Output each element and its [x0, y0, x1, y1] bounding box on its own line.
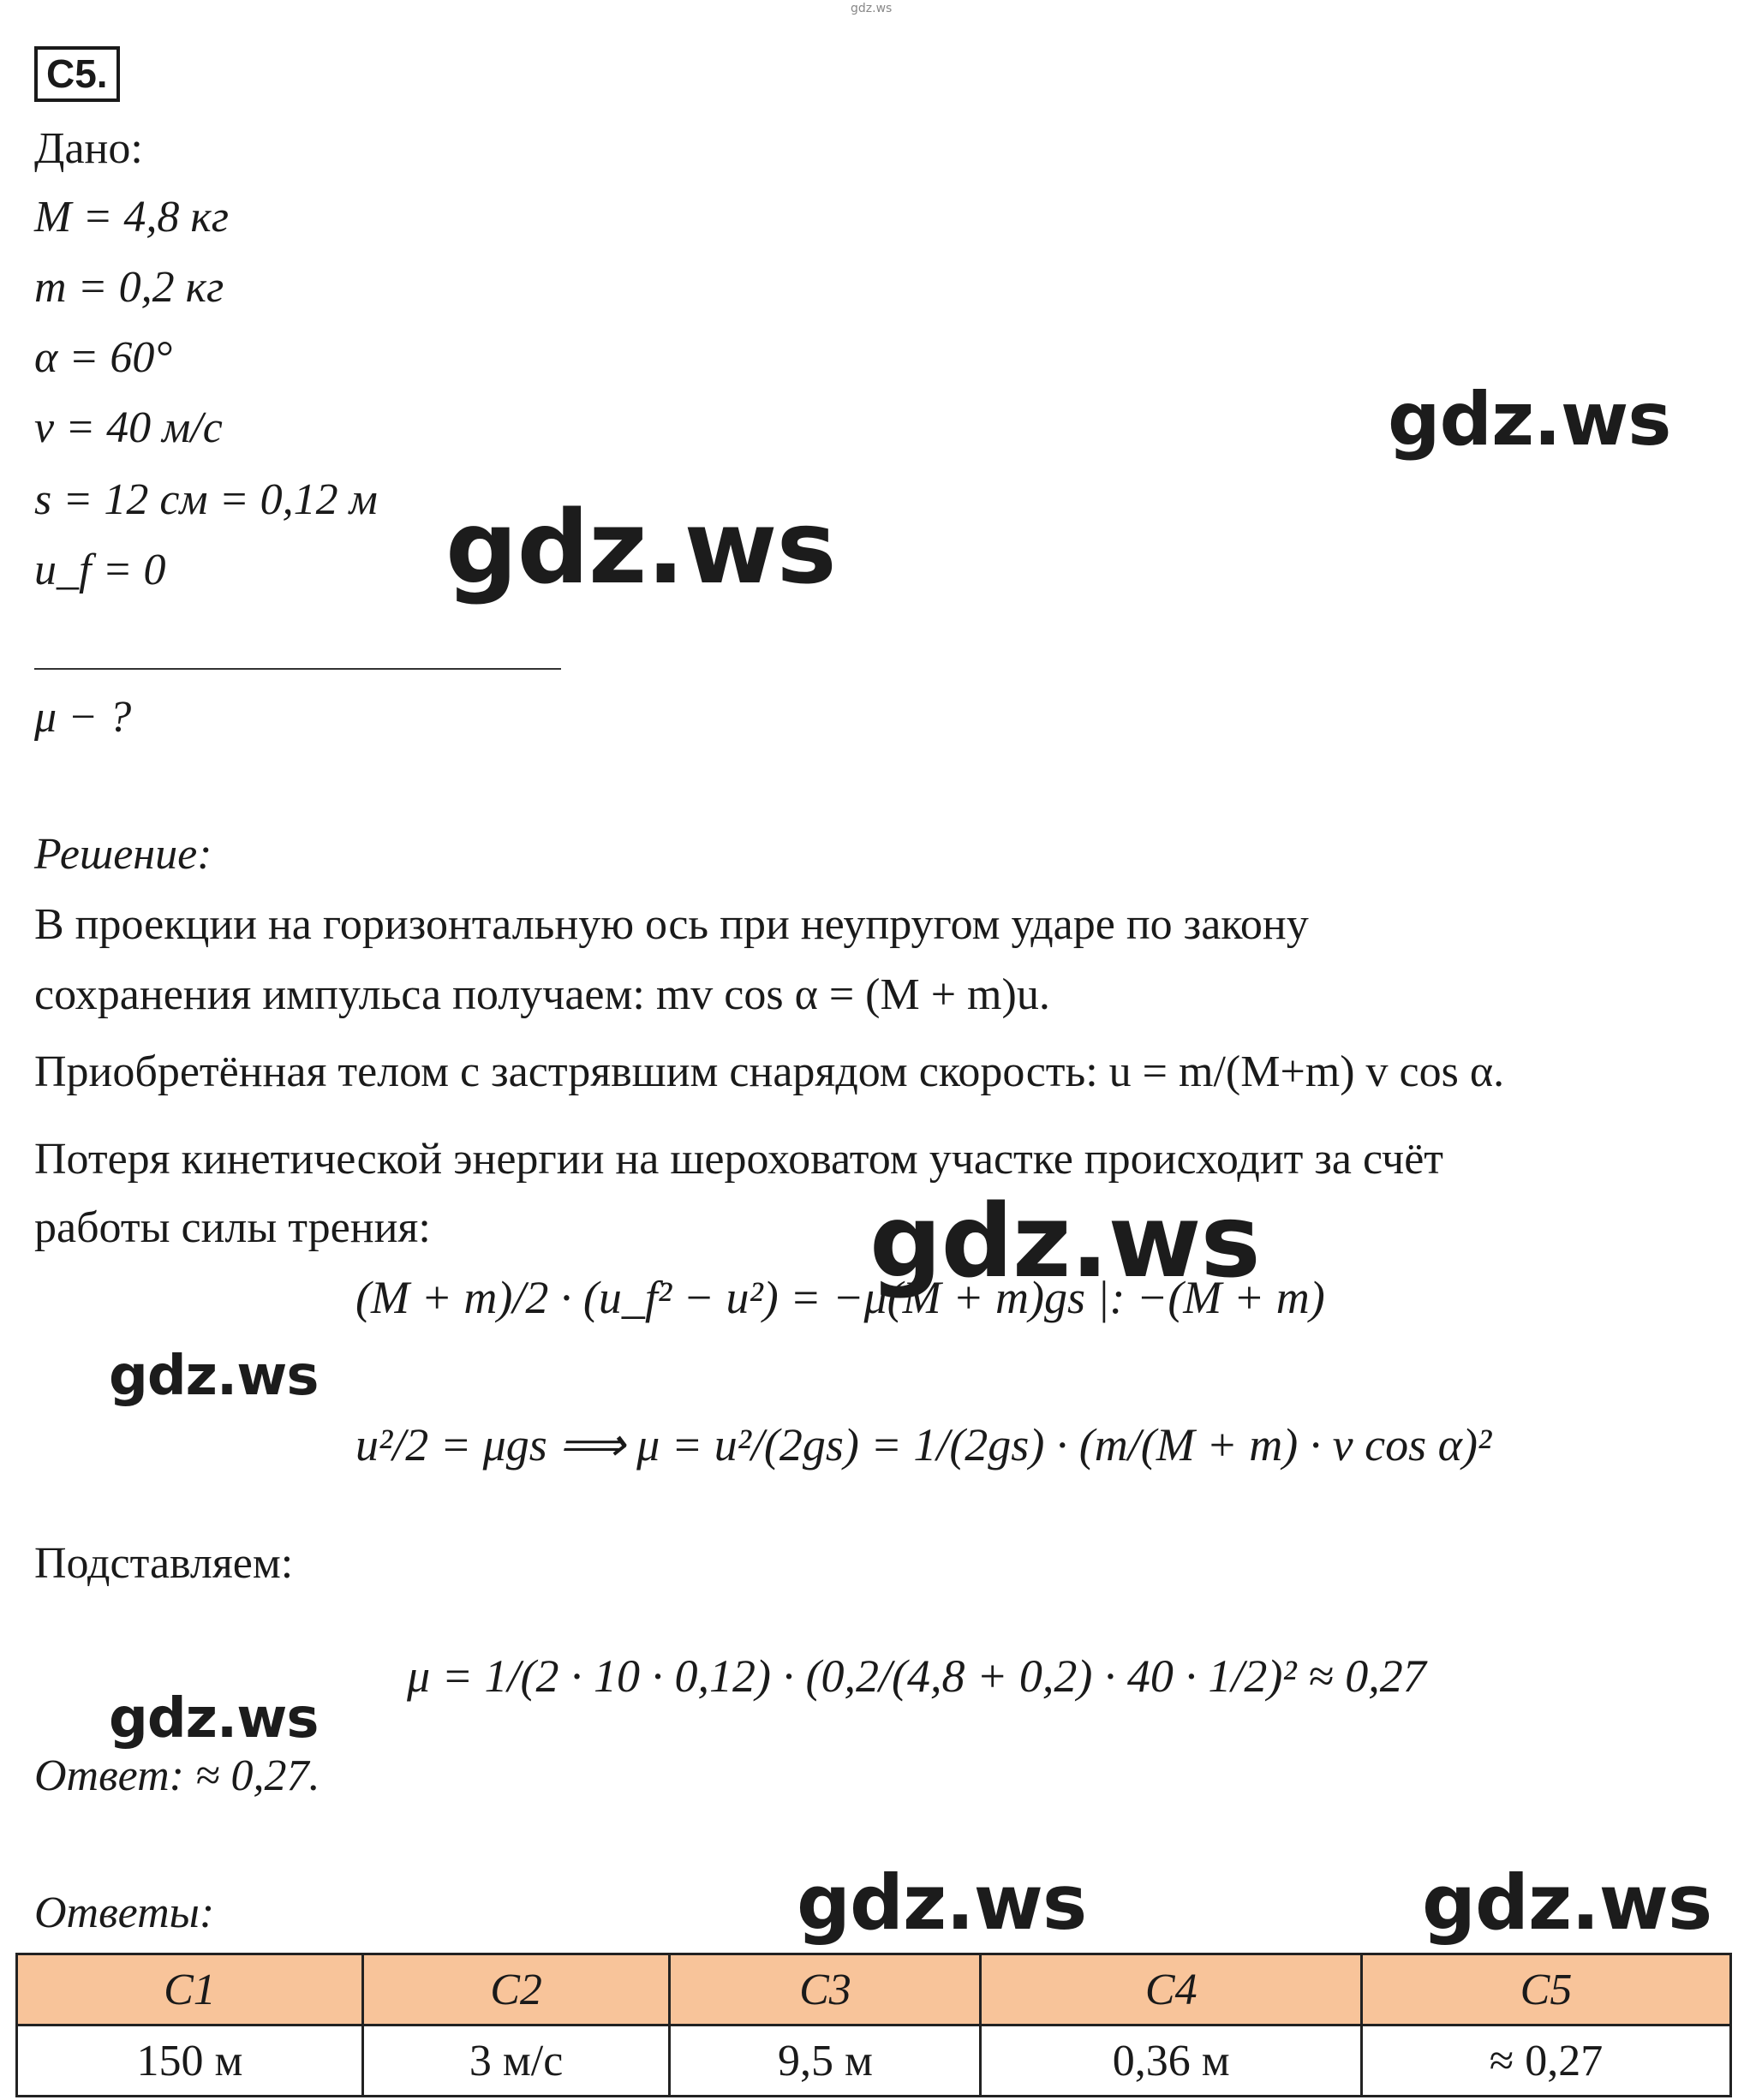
solution-paragraph-3-line-2: работы силы трения: [34, 1203, 431, 1252]
given-divider [34, 668, 561, 670]
answers-value-c5: ≈ 0,27 [1362, 2025, 1731, 2097]
given-velocity: v = 40 м/с [34, 403, 223, 452]
solution-paragraph-2: Приобретённая телом с застрявшим снарядом скорость: u = m/(M+m) v cos α. [34, 1047, 1505, 1096]
answers-value-row [17, 2025, 1731, 2097]
answers-value-c2: 3 м/с [362, 2025, 670, 2097]
given-final-speed: u_f = 0 [34, 546, 166, 594]
answers-header-row [17, 1954, 1731, 2025]
watermark-logo: gdz.ws [1422, 1858, 1712, 1947]
answers-value-c1: 150 м [17, 2025, 363, 2097]
watermark-logo: gdz.ws [445, 488, 836, 606]
solution-label: Решение: [34, 830, 212, 879]
watermark-logo: gdz.ws [1388, 377, 1671, 462]
answers-header-c4: C4 [981, 1954, 1362, 2025]
answers-table [15, 1953, 1732, 2097]
solution-paragraph-1-line-1: В проекции на горизонтальную ось при неупругом ударе по закону [34, 900, 1309, 949]
watermark-logo: gdz.ws [797, 1858, 1087, 1947]
answers-header-c1: C1 [17, 1954, 363, 2025]
answers-label: Ответы: [34, 1888, 215, 1937]
answers-header-c2: C2 [362, 1954, 670, 2025]
watermark-logo: gdz.ws [109, 1345, 319, 1408]
answer-text: Ответ: ≈ 0,27. [34, 1751, 320, 1800]
watermark-logo: gdz.ws [109, 1687, 319, 1751]
equation-energy-loss: (M + m)/2 · (u_f² − u²) = −μ(M + m)gs |: −(M + m) [355, 1272, 1325, 1323]
answers-value-c4: 0,36 м [981, 2025, 1362, 2097]
given-label: Дано: [34, 124, 143, 173]
problem-number-badge: C5. [34, 46, 120, 102]
given-mass-body: M = 4,8 кг [34, 193, 230, 242]
substitute-label: Подставляем: [34, 1539, 294, 1588]
solution-paragraph-3-line-1: Потеря кинетической энергии на шероховатом участке происходит за счёт [34, 1135, 1444, 1184]
equation-mu-derivation: u²/2 = μgs ⟹ μ = u²/(2gs) = 1/(2gs) · (m/(M + m) · v cos α)² [355, 1419, 1492, 1471]
given-distance: s = 12 см = 0,12 м [34, 475, 378, 524]
top-watermark: gdz.ws [851, 2, 893, 15]
watermark-logo: gdz.ws [869, 1182, 1260, 1300]
given-angle: α = 60° [34, 333, 173, 382]
answers-header-c5: C5 [1362, 1954, 1731, 2025]
solution-paragraph-1-line-2: сохранения импульса получаем: mv cos α = (M + m)u. [34, 970, 1050, 1019]
find-text: μ − ? [34, 693, 132, 742]
given-mass-projectile: m = 0,2 кг [34, 263, 224, 312]
answers-value-c3: 9,5 м [670, 2025, 981, 2097]
answers-header-c3: C3 [670, 1954, 981, 2025]
equation-substitution: μ = 1/(2 · 10 · 0,12) · (0,2/(4,8 + 0,2) · 40 · 1/2)² ≈ 0,27 [407, 1650, 1426, 1702]
